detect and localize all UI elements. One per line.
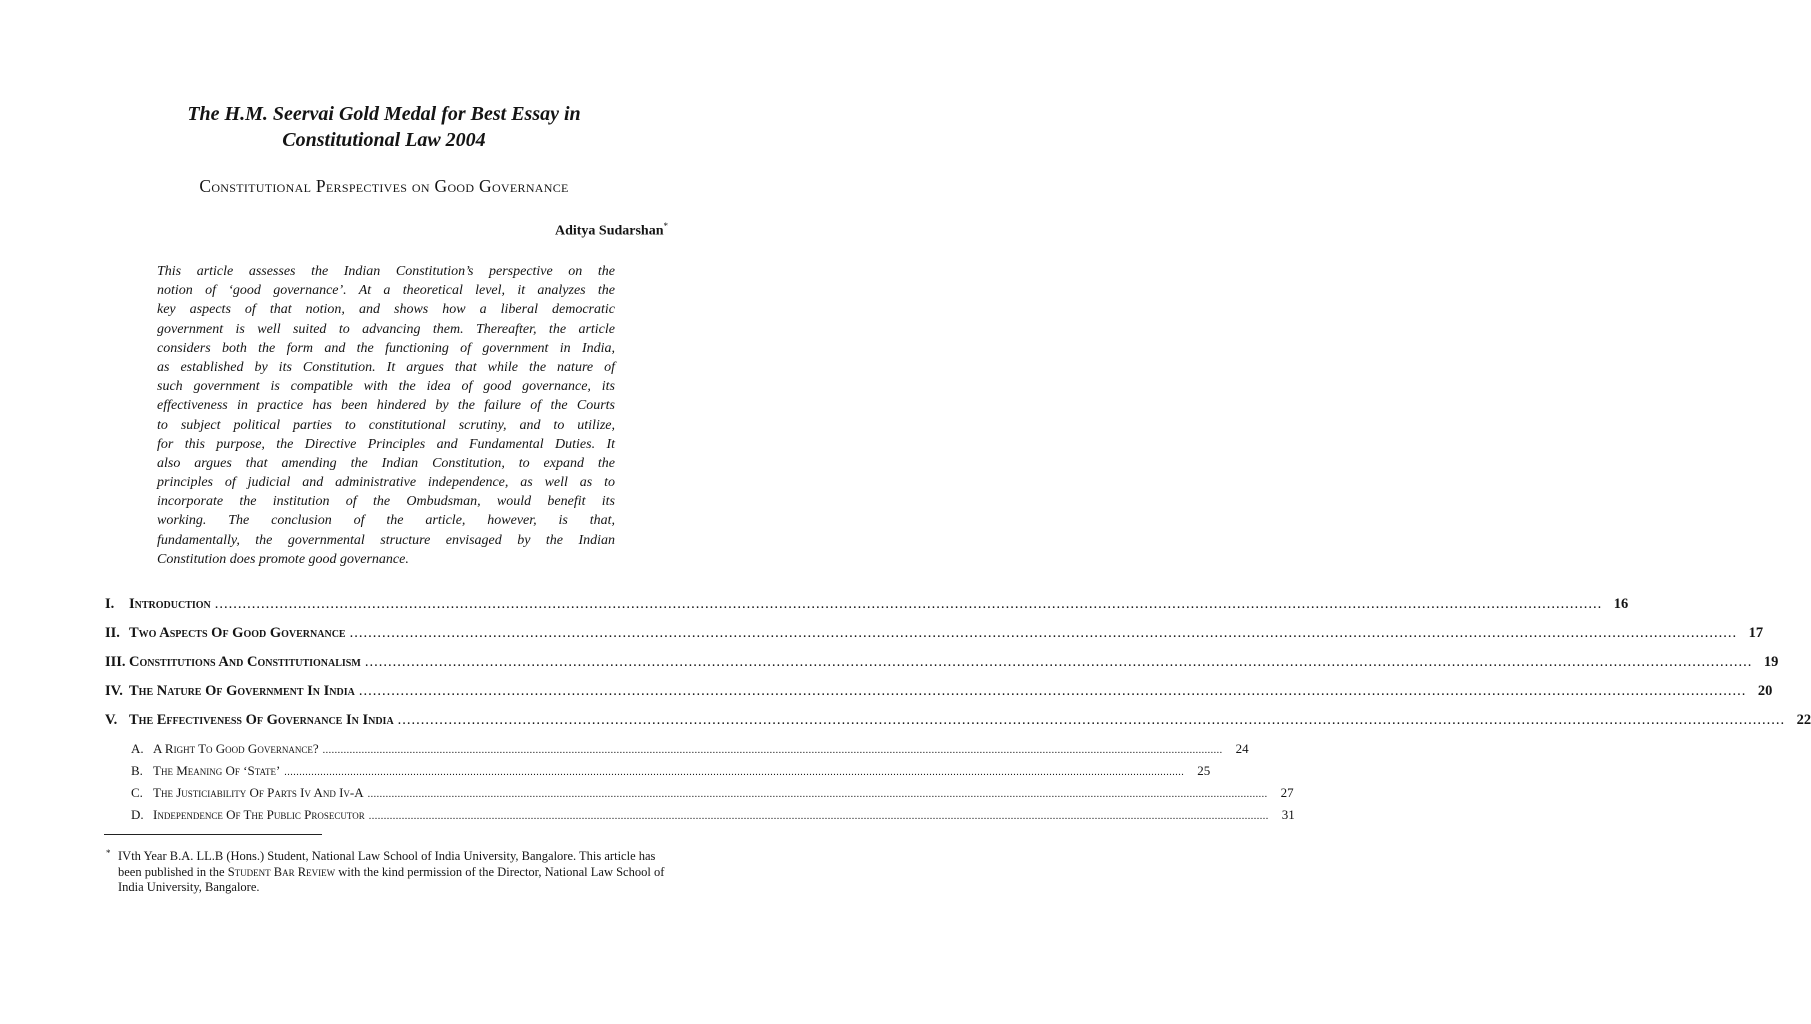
journal-name: Student Bar Review (227, 864, 336, 879)
toc-leader-dots: ............................................................................................................................................................................................................................................................................................................ (367, 789, 1268, 800)
toc-entry-label: The Effectiveness Of Governance In India (129, 712, 394, 728)
toc-entry (105, 654, 1779, 683)
toc-subentry-page: 25 (1197, 763, 1211, 778)
toc-entry-number: II. (105, 625, 120, 641)
toc-leader-dots: ............................................................................................................................................................................................................................................................................................................ (284, 767, 1185, 778)
toc-subentry-label: Independence Of The Public Prosecutor (153, 807, 365, 822)
toc-subentry-page: 31 (1281, 807, 1295, 822)
footnote-divider (104, 834, 322, 835)
footnote-mark: * (106, 848, 111, 858)
toc-entry (105, 712, 1811, 741)
toc-leader-dots: ............................................................................................................................................................................................................................................................................................................ (358, 683, 1747, 699)
abstract-line: Constitution does promote good governance. (157, 551, 409, 567)
toc-entry-label: Introduction (129, 596, 211, 612)
toc-entry-page: 16 (1613, 596, 1629, 612)
toc-subentry (105, 741, 1249, 763)
abstract-line: incorporate the institution of the Ombudsman, would benefit its (157, 494, 615, 510)
toc-subentry (105, 763, 1211, 785)
abstract-line: government is well suited to advancing them. Thereafter, the article (157, 321, 615, 337)
abstract-line: for this purpose, the Directive Principles and Fundamental Duties. It (157, 436, 615, 452)
abstract-line: to subject political parties to constitutional scrutiny, and to utilize, (157, 417, 615, 433)
toc-subentry (105, 785, 1294, 807)
table-of-contents (105, 596, 1811, 829)
toc-entry-number: III. (105, 654, 126, 670)
article-title: Constitutional Perspectives on Good Governance (199, 176, 569, 196)
toc-entry-number: IV. (105, 683, 123, 699)
toc-leader-dots: ............................................................................................................................................................................................................................................................................................................ (214, 596, 1603, 612)
toc-entry (105, 625, 1764, 654)
toc-entry-label: Constitutions And Constitutionalism (129, 654, 361, 670)
author-footnote-mark: * (663, 221, 668, 231)
toc-entry-page: 22 (1796, 712, 1811, 728)
abstract-line: key aspects of that notion, and shows how a liberal democratic (157, 302, 615, 318)
toc-subentry-page: 24 (1235, 741, 1249, 756)
toc-entry-page: 19 (1763, 654, 1779, 670)
abstract-line: considers both the form and the functioning of government in India, (157, 340, 615, 356)
toc-subentry-label: A Right To Good Governance? (153, 741, 319, 756)
toc-leader-dots: ............................................................................................................................................................................................................................................................................................................ (322, 745, 1223, 756)
toc-entry-label: Two Aspects Of Good Governance (129, 625, 346, 641)
footnote-text (106, 849, 668, 896)
toc-entry-page: 20 (1757, 683, 1773, 699)
title-line-2: Constitutional Law 2004 (282, 129, 486, 151)
footnote (106, 849, 668, 896)
abstract-line: This article assesses the Indian Constitution’s perspective on the (157, 264, 615, 279)
toc-subentry-letter: D. (131, 807, 144, 822)
abstract-line: notion of ‘good governance’. At a theoretical level, it analyzes the (157, 283, 615, 299)
abstract-line: fundamentally, the governmental structure envisaged by the Indian (157, 532, 615, 548)
toc-subentry-label: The Meaning Of ‘State’ (153, 763, 281, 778)
toc-entry-label: The Nature Of Government In India (129, 683, 355, 699)
toc-subentry-letter: A. (131, 741, 144, 756)
abstract-line: such government is compatible with the idea of good governance, its (157, 379, 615, 395)
toc-entry-number: V. (105, 712, 118, 728)
toc-subentry-label: The Justiciability Of Parts Iv And Iv-A (153, 785, 364, 800)
abstract (157, 262, 615, 569)
abstract-line: also argues that amending the Indian Constitution, to expand the (157, 455, 615, 471)
author-byline (555, 221, 668, 240)
toc-subentry (105, 807, 1295, 829)
abstract-line: working. The conclusion of the article, however, is that, (157, 513, 615, 529)
abstract-line: effectiveness in practice has been hindered by the failure of the Courts (157, 398, 615, 414)
toc-entry-page: 17 (1748, 625, 1764, 641)
toc-entry-number: I. (105, 596, 115, 612)
abstract-line: principles of judicial and administrative independence, as well as to (157, 475, 615, 491)
author-name: Aditya Sudarshan (554, 223, 664, 239)
toc-leader-dots: ............................................................................................................................................................................................................................................................................................................ (364, 654, 1753, 670)
toc-entry (105, 596, 1629, 625)
toc-leader-dots: ............................................................................................................................................................................................................................................................................................................ (368, 811, 1269, 822)
toc-leader-dots: ............................................................................................................................................................................................................................................................................................................ (349, 625, 1738, 641)
footnote-text-part: IVth Year B.A. LL.B (Hons.) Student, National Law School of India University, Bangalore. This article has been published in the (118, 849, 656, 879)
title-line-1: The H.M. Seervai Gold Medal for Best Essay in (187, 103, 581, 125)
abstract-line: as established by its Constitution. It argues that while the nature of (157, 359, 615, 375)
essay-award-title (0, 101, 768, 153)
toc-subentry-page: 27 (1280, 785, 1294, 800)
footnote-text-part: with the kind permission of the Director, National Law School of India University, Bangalore. (118, 864, 665, 894)
toc-subentry-letter: B. (131, 763, 143, 778)
toc-leader-dots: ............................................................................................................................................................................................................................................................................................................ (397, 712, 1786, 728)
toc-subentry-letter: C. (131, 785, 143, 800)
toc-entry (105, 683, 1773, 712)
